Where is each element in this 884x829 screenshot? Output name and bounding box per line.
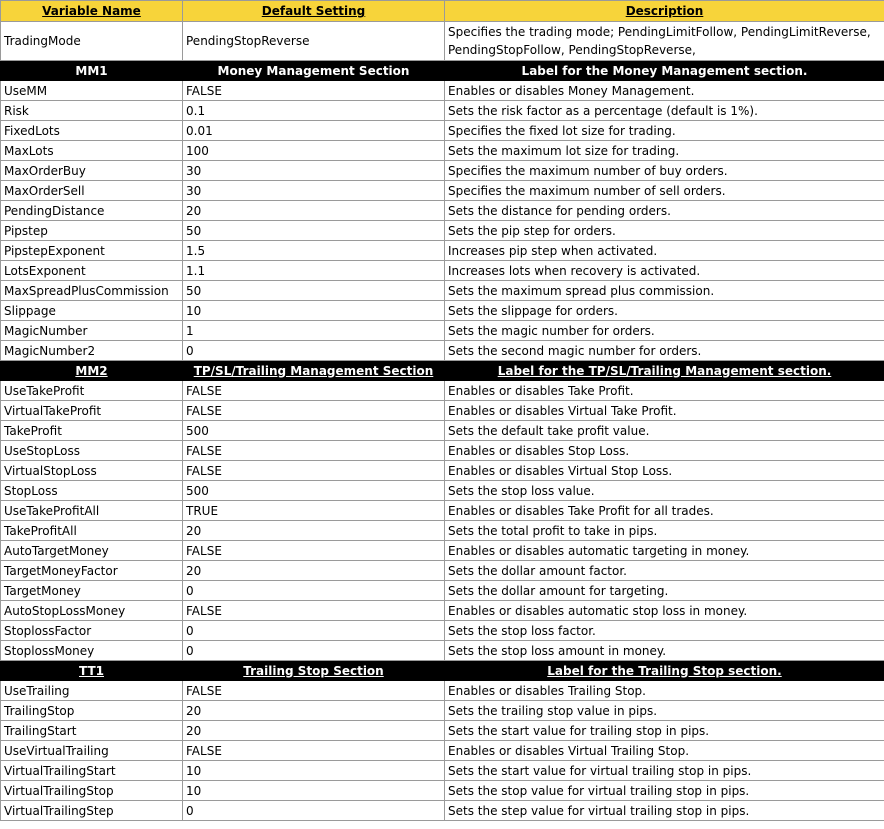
table-row xyxy=(1,301,884,321)
cell-description: Sets the dollar amount factor. xyxy=(445,561,884,581)
table-row xyxy=(1,541,884,561)
cell-name: PipstepExponent xyxy=(1,241,183,261)
header-variable-name: Variable Name xyxy=(1,1,183,22)
cell-value: FALSE xyxy=(183,741,445,761)
cell-description: Specifies the fixed lot size for trading. xyxy=(445,121,884,141)
cell-name: MagicNumber2 xyxy=(1,341,183,361)
cell-description: Sets the step value for virtual trailing stop in pips. xyxy=(445,801,884,821)
cell-name: VirtualTrailingStep xyxy=(1,801,183,821)
cell-value: FALSE xyxy=(183,601,445,621)
section-label-row xyxy=(1,61,884,81)
header-description: Description xyxy=(445,1,884,22)
cell-value: 20 xyxy=(183,201,445,221)
cell-value: 0 xyxy=(183,621,445,641)
cell-description: Sets the dollar amount for targeting. xyxy=(445,581,884,601)
cell-value: 0.1 xyxy=(183,101,445,121)
cell-name: Pipstep xyxy=(1,221,183,241)
section-cell-value: Money Management Section xyxy=(183,61,445,81)
table-row xyxy=(1,761,884,781)
cell-description: Enables or disables Virtual Stop Loss. xyxy=(445,461,884,481)
cell-value: 10 xyxy=(183,301,445,321)
cell-name: Risk xyxy=(1,101,183,121)
table-row xyxy=(1,801,884,821)
cell-description: Sets the stop loss amount in money. xyxy=(445,641,884,661)
table-row xyxy=(1,681,884,701)
cell-description: Sets the default take profit value. xyxy=(445,421,884,441)
cell-name: StoplossFactor xyxy=(1,621,183,641)
table-row xyxy=(1,181,884,201)
cell-name: LotsExponent xyxy=(1,261,183,281)
table-row xyxy=(1,701,884,721)
cell-name: VirtualStopLoss xyxy=(1,461,183,481)
cell-value: 0 xyxy=(183,581,445,601)
cell-description: Sets the stop loss value. xyxy=(445,481,884,501)
section-cell-name: MM1 xyxy=(1,61,183,81)
cell-description: Enables or disables Trailing Stop. xyxy=(445,681,884,701)
cell-value: FALSE xyxy=(183,381,445,401)
cell-name: UseTakeProfitAll xyxy=(1,501,183,521)
section-label-row xyxy=(1,361,884,381)
table-row xyxy=(1,141,884,161)
cell-description: Enables or disables Take Profit. xyxy=(445,381,884,401)
cell-name: PendingDistance xyxy=(1,201,183,221)
cell-description: Sets the second magic number for orders. xyxy=(445,341,884,361)
cell-name: TrailingStart xyxy=(1,721,183,741)
cell-description: Specifies the trading mode; PendingLimitFollow, PendingLimitReverse, PendingStopFollow, PendingStopReverse, xyxy=(445,22,884,61)
cell-description: Increases lots when recovery is activated. xyxy=(445,261,884,281)
cell-name: Slippage xyxy=(1,301,183,321)
cell-description: Sets the start value for virtual trailing stop in pips. xyxy=(445,761,884,781)
cell-name: VirtualTrailingStop xyxy=(1,781,183,801)
cell-value: 10 xyxy=(183,781,445,801)
cell-description: Sets the total profit to take in pips. xyxy=(445,521,884,541)
cell-value: 50 xyxy=(183,281,445,301)
table-row xyxy=(1,521,884,541)
cell-name: UseMM xyxy=(1,81,183,101)
cell-description: Enables or disables Take Profit for all trades. xyxy=(445,501,884,521)
cell-value: 50 xyxy=(183,221,445,241)
cell-name: UseTakeProfit xyxy=(1,381,183,401)
cell-name: StoplossMoney xyxy=(1,641,183,661)
cell-name: MaxLots xyxy=(1,141,183,161)
cell-description: Specifies the maximum number of sell orders. xyxy=(445,181,884,201)
cell-value: FALSE xyxy=(183,401,445,421)
cell-value: 20 xyxy=(183,701,445,721)
section-label-row xyxy=(1,661,884,681)
cell-name: UseVirtualTrailing xyxy=(1,741,183,761)
cell-description: Increases pip step when activated. xyxy=(445,241,884,261)
table-row xyxy=(1,201,884,221)
cell-description: Enables or disables Money Management. xyxy=(445,81,884,101)
table-row xyxy=(1,741,884,761)
cell-value: 20 xyxy=(183,561,445,581)
cell-value: FALSE xyxy=(183,441,445,461)
cell-name: MaxOrderBuy xyxy=(1,161,183,181)
cell-name: VirtualTakeProfit xyxy=(1,401,183,421)
section-cell-name: MM2 xyxy=(1,361,183,381)
table-row xyxy=(1,601,884,621)
cell-name: AutoStopLossMoney xyxy=(1,601,183,621)
table-row xyxy=(1,381,884,401)
table-row xyxy=(1,621,884,641)
cell-description: Sets the pip step for orders. xyxy=(445,221,884,241)
cell-name: TargetMoney xyxy=(1,581,183,601)
table-row xyxy=(1,281,884,301)
table-body xyxy=(1,22,884,821)
table-row xyxy=(1,561,884,581)
cell-name: MaxOrderSell xyxy=(1,181,183,201)
cell-value: 100 xyxy=(183,141,445,161)
cell-description: Sets the trailing stop value in pips. xyxy=(445,701,884,721)
cell-description: Sets the stop loss factor. xyxy=(445,621,884,641)
cell-description: Sets the magic number for orders. xyxy=(445,321,884,341)
cell-value: 20 xyxy=(183,721,445,741)
cell-description: Enables or disables automatic stop loss in money. xyxy=(445,601,884,621)
cell-name: VirtualTrailingStart xyxy=(1,761,183,781)
section-cell-description: Label for the Money Management section. xyxy=(445,61,884,81)
cell-value: 30 xyxy=(183,181,445,201)
table-row xyxy=(1,241,884,261)
cell-description: Sets the risk factor as a percentage (default is 1%). xyxy=(445,101,884,121)
cell-value: 10 xyxy=(183,761,445,781)
table-row xyxy=(1,441,884,461)
cell-name: StopLoss xyxy=(1,481,183,501)
cell-description: Sets the stop value for virtual trailing stop in pips. xyxy=(445,781,884,801)
cell-description: Enables or disables Virtual Take Profit. xyxy=(445,401,884,421)
cell-value: 0 xyxy=(183,641,445,661)
table-row xyxy=(1,161,884,181)
table-row xyxy=(1,121,884,141)
table-row xyxy=(1,401,884,421)
header-row xyxy=(1,1,884,22)
cell-value: PendingStopReverse xyxy=(183,22,445,61)
table-row xyxy=(1,341,884,361)
trading-mode-row xyxy=(1,22,884,61)
cell-description: Sets the maximum lot size for trading. xyxy=(445,141,884,161)
cell-value: FALSE xyxy=(183,541,445,561)
cell-value: 1.1 xyxy=(183,261,445,281)
section-cell-value: Trailing Stop Section xyxy=(183,661,445,681)
table-row xyxy=(1,481,884,501)
cell-value: 0 xyxy=(183,801,445,821)
cell-value: 500 xyxy=(183,481,445,501)
cell-name: TrailingStop xyxy=(1,701,183,721)
cell-value: 1.5 xyxy=(183,241,445,261)
cell-name: FixedLots xyxy=(1,121,183,141)
cell-value: 0.01 xyxy=(183,121,445,141)
cell-name: TargetMoneyFactor xyxy=(1,561,183,581)
cell-value: FALSE xyxy=(183,81,445,101)
table-row xyxy=(1,581,884,601)
cell-value: 0 xyxy=(183,341,445,361)
cell-description: Enables or disables Virtual Trailing Stop. xyxy=(445,741,884,761)
table-row xyxy=(1,641,884,661)
cell-name: TradingMode xyxy=(1,22,183,61)
cell-name: MaxSpreadPlusCommission xyxy=(1,281,183,301)
cell-description: Enables or disables automatic targeting in money. xyxy=(445,541,884,561)
cell-name: UseTrailing xyxy=(1,681,183,701)
cell-description: Enables or disables Stop Loss. xyxy=(445,441,884,461)
table-row xyxy=(1,721,884,741)
cell-value: FALSE xyxy=(183,681,445,701)
cell-name: AutoTargetMoney xyxy=(1,541,183,561)
cell-name: UseStopLoss xyxy=(1,441,183,461)
cell-value: 20 xyxy=(183,521,445,541)
cell-name: TakeProfitAll xyxy=(1,521,183,541)
cell-value: TRUE xyxy=(183,501,445,521)
table-row xyxy=(1,101,884,121)
table-row xyxy=(1,501,884,521)
table-row xyxy=(1,321,884,341)
cell-value: 500 xyxy=(183,421,445,441)
cell-description: Sets the start value for trailing stop in pips. xyxy=(445,721,884,741)
cell-name: TakeProfit xyxy=(1,421,183,441)
cell-description: Sets the maximum spread plus commission. xyxy=(445,281,884,301)
cell-value: 30 xyxy=(183,161,445,181)
table-row xyxy=(1,261,884,281)
section-cell-value: TP/SL/Trailing Management Section xyxy=(183,361,445,381)
table-row xyxy=(1,421,884,441)
table-row xyxy=(1,81,884,101)
cell-description: Specifies the maximum number of buy orders. xyxy=(445,161,884,181)
section-cell-description: Label for the Trailing Stop section. xyxy=(445,661,884,681)
table-row xyxy=(1,781,884,801)
table-row xyxy=(1,461,884,481)
cell-value: 1 xyxy=(183,321,445,341)
cell-value: FALSE xyxy=(183,461,445,481)
cell-name: MagicNumber xyxy=(1,321,183,341)
header-default-setting: Default Setting xyxy=(183,1,445,22)
table-row xyxy=(1,221,884,241)
cell-description: Sets the distance for pending orders. xyxy=(445,201,884,221)
cell-description: Sets the slippage for orders. xyxy=(445,301,884,321)
section-cell-description: Label for the TP/SL/Trailing Management section. xyxy=(445,361,884,381)
section-cell-name: TT1 xyxy=(1,661,183,681)
